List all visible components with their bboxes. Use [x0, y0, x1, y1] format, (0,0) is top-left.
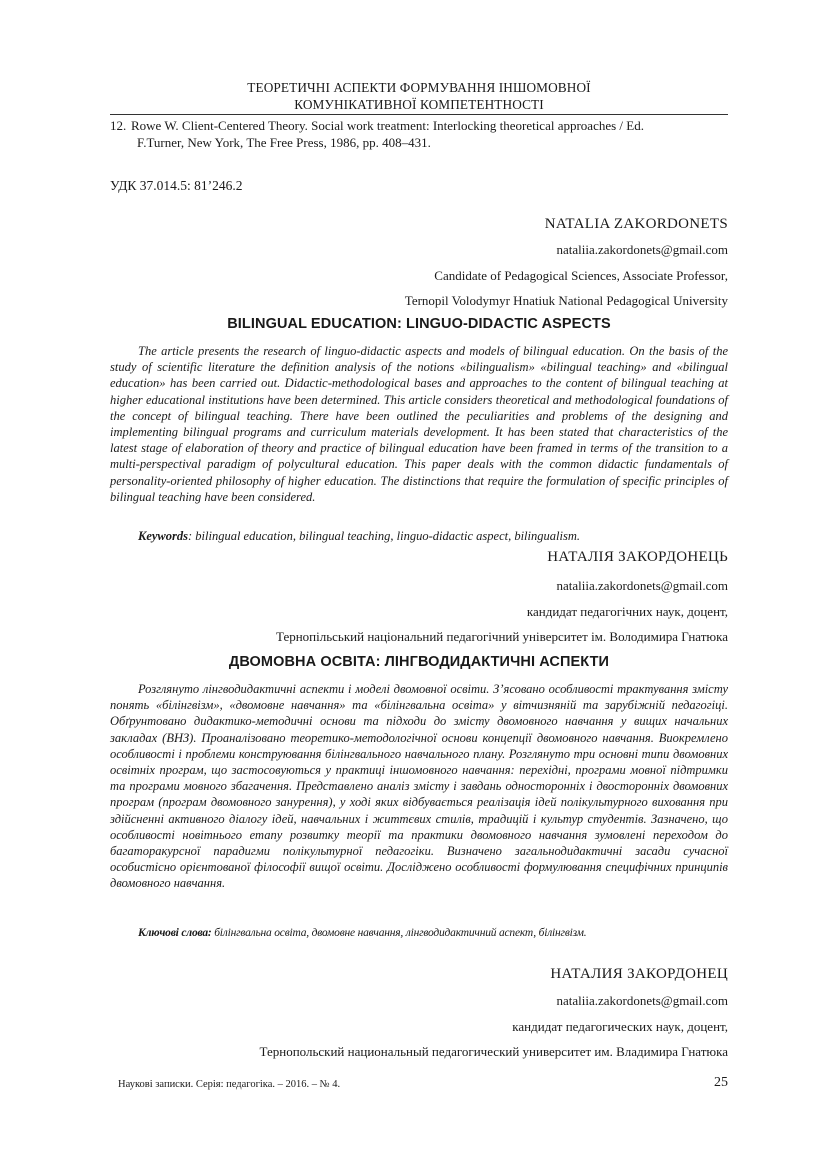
- author-name-english: NATALIA ZAKORDONETS: [544, 216, 728, 232]
- author-email-russian: nataliia.zakordonets@gmail.com: [556, 993, 728, 1008]
- abstract-english: The article presents the research of linguo-didactic aspects and models of bilingual education. On the basis of the study of scientific literature the definition analysis of the notions «bilingualism» «bilingual teaching» and «bilingual education» has been carried out. Didactic-methodological bases and approaches to the content of bilingual teaching at higher educational institutions have been determined. This article considers theoretical and methodological foundations of the concept of bilingual teaching. There have been outlined the peculiarities and problems of the designing and implementing bilingual programs and curriculum materials development. It has been stated that characteristics of the latest stage of elaboration of theory and practice of bilingual education have been framed in terms of the transition to a multi-perspectival paradigm of polycultural education. This paper deals with the common didactic fundamentals of personality-oriented philosophy of higher education. The distinctions that require the formulation of specific principles of bilingual teaching have been considered.: [110, 344, 728, 504]
- footer-journal: Наукові записки. Серія: педагогіка. – 2016. – № 4.: [118, 1079, 341, 1090]
- page-number: 25: [714, 1075, 728, 1090]
- running-header-line-2: КОМУНІКАТИВНОЇ КОМПЕТЕНТНОСТІ: [294, 97, 544, 112]
- reference-number: 12.: [110, 118, 127, 133]
- udc-code: УДК 37.014.5: 81’246.2: [110, 178, 243, 193]
- author-degree-russian: кандидат педагогических наук, доцент,: [512, 1019, 728, 1034]
- abstract-ukrainian: Розглянуто лінгводидактичні аспекти і моделі двомовної освіти. З’ясовано особливості трактування змісту понять «білінгвізм», «двомовне навчання» та «білінгвальна освіта» у вітчизняній та зарубіжній педагогіці. Обґрунтовано дидактико-методичні основи та підходи до змісту двомовного навчання у вищих начальних закладах (ВНЗ). Проаналізовано теоретико-методологічної основи концепції двомовного навчання. Виокремлено особливості і проблеми конструювання білінгвального навчального плану. Розглянуто три основні типи двомовних освітніх програм, що застосовуються у практиці іншомовного навчання: перехідні, програми мовної підтримки та програми мовного збагачення. Представлено аналіз змісту і завдань односторонніх і двосторонніх двомовних програм (програм двомовного занурення), у ході яких відбувається реалізація ідей полікультурного виховання при здійсненні активного діалогу ідей, навчальних і життєвих стилів, традицій і культур студентів. Зазначено, що особливості новітнього етапу розвитку теорії та практики двомовного навчання зумовлені переходом до багаторакурсної парадигми полікультурної педагогіки. Визначено загальнодидактичні засади сучасної особистісно орієнтованої філософії вищої освіти. Досліджено особливості формулювання специфічних принципів двомовного навчання.: [110, 682, 728, 891]
- author-affiliation-russian: Тернопольский национальный педагогический университет им. Владимира Гнатюка: [259, 1044, 728, 1059]
- keywords-english: [138, 529, 580, 544]
- author-email-ukrainian: nataliia.zakordonets@gmail.com: [556, 578, 728, 593]
- author-name-russian: НАТАЛИЯ ЗАКОРДОНЕЦ: [550, 966, 728, 982]
- keywords-ukrainian: [138, 927, 586, 939]
- author-affiliation-english: Ternopil Volodymyr Hnatiuk National Pedagogical University: [404, 293, 728, 308]
- running-header: [110, 79, 728, 113]
- running-header-line-1: ТЕОРЕТИЧНІ АСПЕКТИ ФОРМУВАННЯ ІНШОМОВНОЇ: [247, 80, 591, 95]
- author-degree-english: Candidate of Pedagogical Sciences, Associate Professor,: [434, 268, 728, 283]
- keywords-label-english: Keywords: [138, 529, 188, 543]
- reference-text-line-1: Rowe W. Client-Centered Theory. Social work treatment: Interlocking theoretical approaches / Ed.: [131, 118, 644, 133]
- keywords-text-ukrainian: білінгвальна освіта, двомовне навчання, лінгводидактичний аспект, білінгвізм.: [211, 927, 587, 939]
- keywords-text-english: : bilingual education, bilingual teaching, linguo-didactic aspect, bilingualism.: [188, 529, 580, 543]
- keywords-label-ukrainian: Ключові слова:: [138, 927, 212, 939]
- author-name-ukrainian: НАТАЛІЯ ЗАКОРДОНЕЦЬ: [547, 549, 728, 565]
- article-title-ukrainian: ДВОМОВНА ОСВІТА: ЛІНГВОДИДАКТИЧНІ АСПЕКТИ: [228, 654, 610, 670]
- header-divider: [110, 114, 728, 115]
- reference-item: [110, 117, 728, 151]
- article-title-english: BILINGUAL EDUCATION: LINGUO-DIDACTIC ASPECTS: [227, 316, 611, 332]
- reference-text-line-2: F.Turner, New York, The Free Press, 1986, pp. 408–431.: [137, 135, 431, 150]
- author-affiliation-ukrainian: Тернопільський національний педагогічний університет ім. Володимира Гнатюка: [276, 629, 728, 644]
- author-degree-ukrainian: кандидат педагогічних наук, доцент,: [526, 604, 728, 619]
- author-email-english: nataliia.zakordonets@gmail.com: [556, 242, 728, 257]
